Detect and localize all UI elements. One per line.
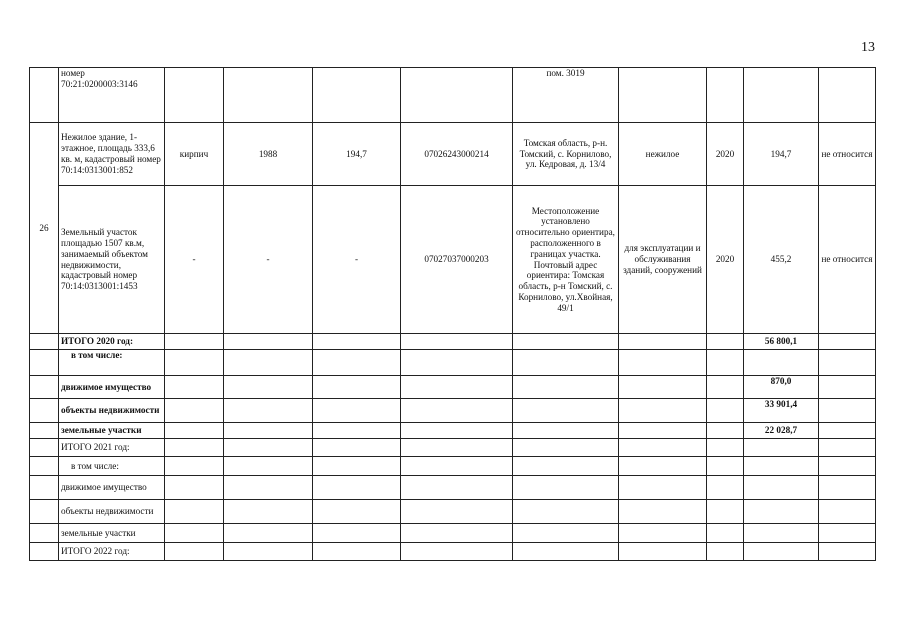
total-row-2020 (30, 334, 876, 350)
realty-value: 33 901,4 (744, 399, 819, 423)
cell-purpose: для эксплуатации и обслуживания зданий, сооружений (619, 186, 707, 334)
cell-material: - (165, 186, 224, 334)
movable-label: движимое имущество (59, 376, 165, 399)
cell-purpose: нежилое (619, 123, 707, 186)
page-number: 13 (861, 40, 875, 55)
including-row (30, 457, 876, 476)
cell-material: кирпич (165, 123, 224, 186)
including-label: в том числе: (59, 457, 165, 476)
total-label: ИТОГО 2020 год: (59, 334, 165, 350)
cell-code: 07026243000214 (401, 123, 513, 186)
cell-name: номер 70:21:0200003:3146 (59, 68, 165, 123)
total-label: ИТОГО 2021 год: (59, 439, 165, 457)
cell-relation: не относится (819, 186, 876, 334)
total-row-2021 (30, 439, 876, 457)
movable-row (30, 476, 876, 500)
cell-code: 07027037000203 (401, 186, 513, 334)
cell-report-year: 2020 (707, 123, 744, 186)
movable-label: движимое имущество (59, 476, 165, 500)
cell-name: Земельный участок площадью 1507 кв.м, занимаемый объектом недвижимости, кадастровый номер 70:14:0313001:1453 (59, 186, 165, 334)
total-value: 56 800,1 (744, 334, 819, 350)
land-row (30, 423, 876, 439)
realty-label: объекты недвижимости (59, 500, 165, 524)
continuation-row (30, 68, 876, 123)
property-register-table (29, 67, 876, 561)
cell-address: Местоположение установлено относительно ориентира, расположенного в границах участка. Почтовый адрес ориентира: Томская область, р-н Томский, с. Корнилово, ул.Хвойная, 49/1 (513, 186, 619, 334)
cell-area: - (313, 186, 401, 334)
realty-label: объекты недвижимости (59, 399, 165, 423)
cell-address: Томская область, р-н. Томский, с. Корнилово, ул. Кедровая, д. 13/4 (513, 123, 619, 186)
land-label: земельные участки (59, 524, 165, 543)
land-label: земельные участки (59, 423, 165, 439)
cell-no (30, 68, 59, 123)
cell-area: 194,7 (313, 123, 401, 186)
table-row (30, 123, 876, 186)
total-label: ИТОГО 2022 год: (59, 543, 165, 561)
table-row (30, 186, 876, 334)
cell-year: - (224, 186, 313, 334)
cell-report-year: 2020 (707, 186, 744, 334)
movable-value: 870,0 (744, 376, 819, 399)
including-label: в том числе: (59, 350, 165, 376)
realty-row (30, 399, 876, 423)
realty-row (30, 500, 876, 524)
cell-value: 455,2 (744, 186, 819, 334)
land-value: 22 028,7 (744, 423, 819, 439)
total-row-2022 (30, 543, 876, 561)
movable-row (30, 376, 876, 399)
cell-year: 1988 (224, 123, 313, 186)
cell-address: пом. 3019 (513, 68, 619, 123)
group-number: 26 (30, 123, 59, 334)
cell-relation: не относится (819, 123, 876, 186)
including-row (30, 350, 876, 376)
cell-name: Нежилое здание, 1-этажное, площадь 333,6 кв. м, кадастровый номер 70:14:0313001:852 (59, 123, 165, 186)
cell-value: 194,7 (744, 123, 819, 186)
land-row (30, 524, 876, 543)
